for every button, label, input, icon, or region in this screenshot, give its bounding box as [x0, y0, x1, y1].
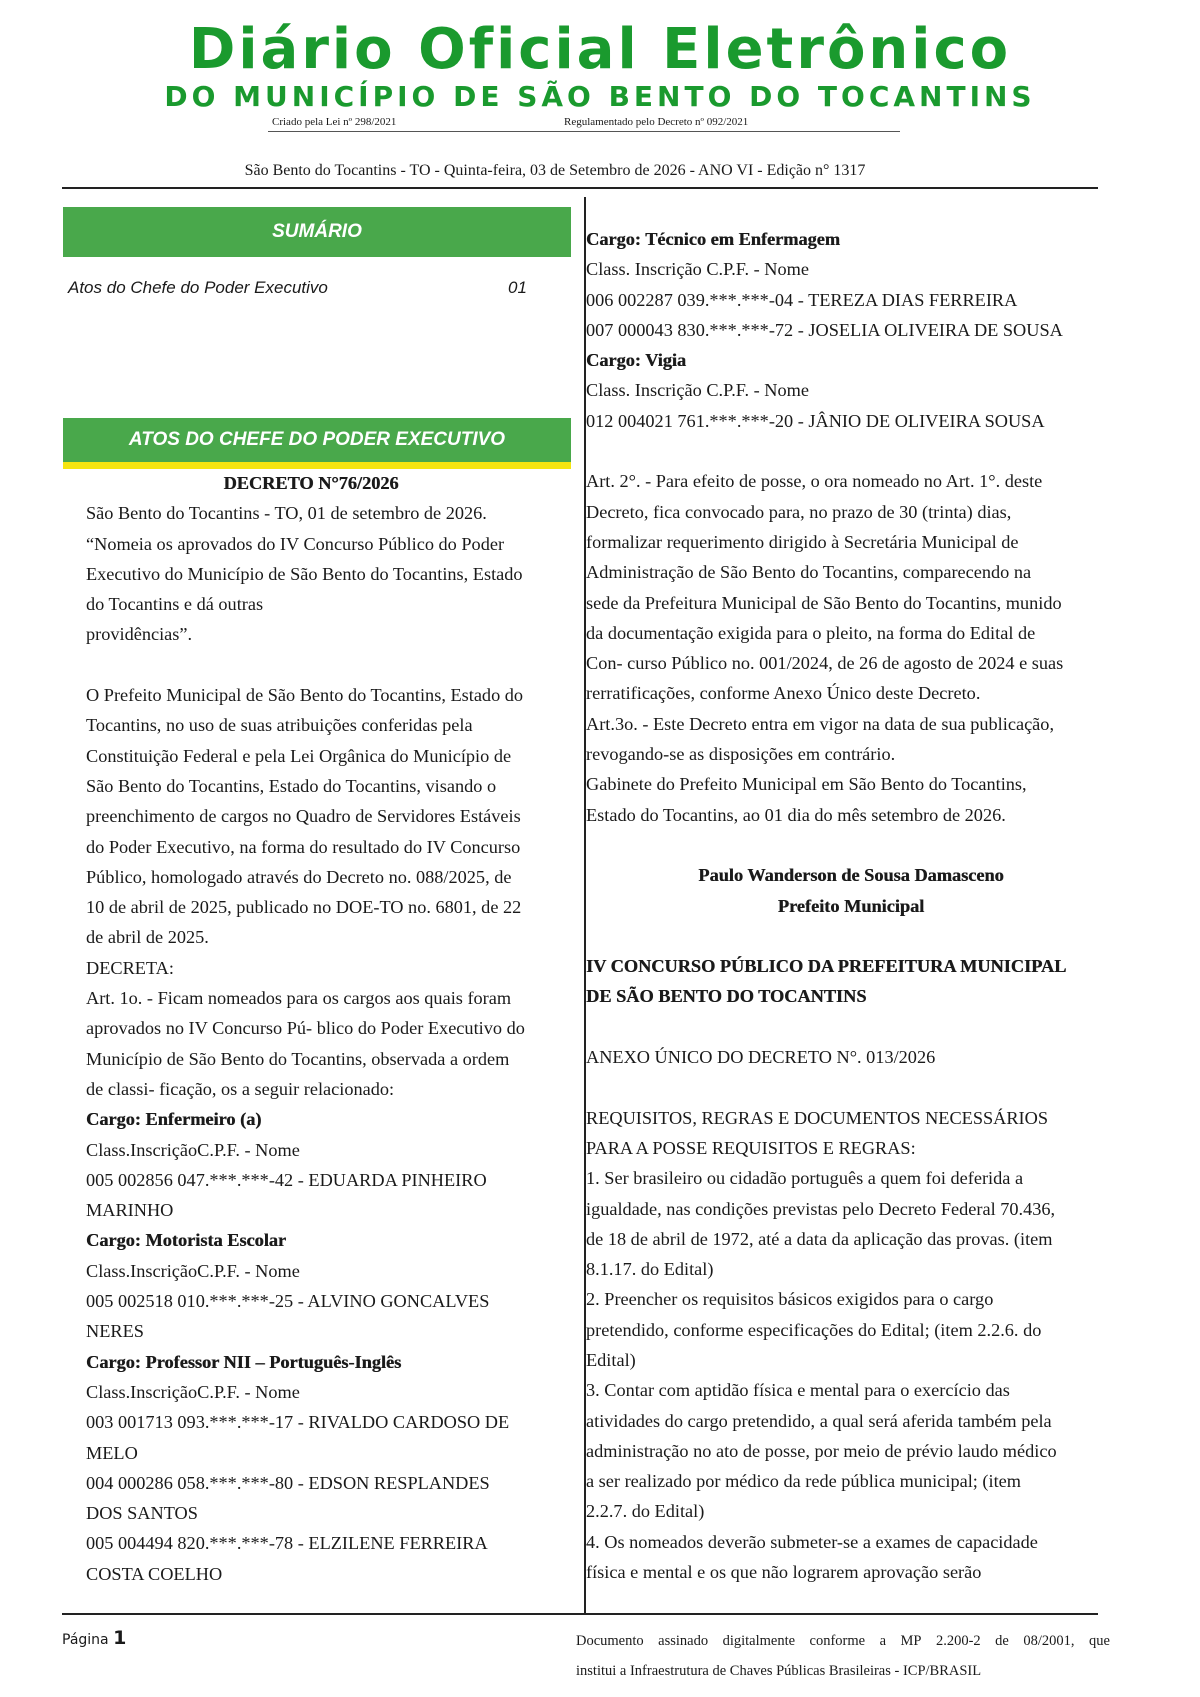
text-line: 2.2.7. do Edital) — [586, 1501, 705, 1522]
text-line: Class.InscriçãoC.P.F. - Nome — [86, 1260, 300, 1281]
text-line: Tocantins, no uso de suas atribuições conferidas pela — [86, 715, 473, 736]
signature-note-word: 08/2001, — [1023, 1633, 1075, 1649]
text-line: aprovados no IV Concurso Pú- blico do Poder Executivo do — [86, 1018, 525, 1039]
page-label: Página — [62, 1632, 109, 1648]
text-line: COSTA COELHO — [86, 1563, 223, 1584]
text-line: Art.3o. - Este Decreto entra em vigor na data de sua publicação, — [586, 713, 1055, 734]
section-label: Cargo: Enfermeiro (a) — [86, 1109, 262, 1130]
page-indicator — [62, 1627, 126, 1649]
section-label: Cargo: Técnico em Enfermagem — [586, 229, 841, 249]
text-line: MARINHO — [86, 1200, 174, 1221]
header-divider — [62, 187, 1098, 189]
text-line: providências”. — [86, 624, 193, 645]
text-line: 10 de abril de 2025, publicado no DOE-TO no. 6801, de 22 — [86, 897, 522, 918]
text-line: do Poder Executivo, na forma do resultado do IV Concurso — [86, 836, 521, 857]
left-column — [86, 468, 576, 1589]
text-line: de classi- ficação, os a seguir relacionado: — [86, 1078, 395, 1099]
blank-line — [586, 921, 1116, 951]
regulation-decree: Regulamentado pelo Decreto nº 092/2021 — [564, 116, 749, 128]
legal-basis-row — [268, 116, 900, 132]
section-label: Cargo: Vigia — [586, 350, 687, 371]
section-label: Cargo: Motorista Escolar — [86, 1230, 287, 1251]
text-line: Class. Inscrição C.P.F. - Nome — [586, 380, 809, 401]
section-label: Paulo Wanderson de Sousa Damasceno — [698, 865, 1004, 886]
text-line: Gabinete do Prefeito Municipal em São Bento do Tocantins, — [586, 774, 1027, 795]
blank-line — [586, 1072, 1116, 1102]
signature-note-word: a — [879, 1633, 887, 1649]
blank-line — [586, 1012, 1116, 1042]
text-line: rerratificações, conforme Anexo Único deste Decreto. — [586, 683, 981, 704]
blank-line — [586, 436, 1116, 466]
signature-note-line-1 — [576, 1626, 1110, 1656]
signature-note-word: assinado — [658, 1633, 709, 1649]
text-line: Estado do Tocantins, ao 01 dia do mês setembro de 2026. — [586, 804, 1006, 825]
text-line: atividades do cargo pretendido, a qual será aferida também pela — [586, 1410, 1052, 1431]
text-line: 3. Contar com aptidão física e mental para o exercício das — [586, 1380, 1010, 1401]
text-line: Público, homologado através do Decreto no. 088/2025, de — [86, 866, 512, 887]
text-line: Município de São Bento do Tocantins, observada a ordem — [86, 1048, 510, 1069]
text-line: 1. Ser brasileiro ou cidadão português a quem foi deferida a — [586, 1168, 1024, 1189]
text-line: preenchimento de cargos no Quadro de Servidores Estáveis — [86, 806, 521, 827]
text-line: Administração de São Bento do Tocantins, comparecendo na — [586, 562, 1032, 583]
text-line: ANEXO ÚNICO DO DECRETO N°. 013/2026 — [586, 1047, 936, 1068]
signature-note-line-2: institui a Infraestrutura de Chaves Públicas Brasileiras - ICP/BRASIL — [576, 1663, 982, 1679]
journal-title: Diário Oficial Eletrônico — [188, 17, 1012, 82]
section-label: IV CONCURSO PÚBLICO DA PREFEITURA MUNICIPAL — [586, 956, 1067, 977]
sumario-entry-label: Atos do Chefe do Poder Executivo — [68, 278, 328, 297]
digital-signature-note — [576, 1626, 1110, 1686]
text-line: 004 000286 058.***.***-80 - EDSON RESPLANDES — [86, 1472, 490, 1493]
text-line: 005 002856 047.***.***-42 - EDUARDA PINHEIRO — [86, 1169, 487, 1190]
text-line: Art. 2°. - Para efeito de posse, o ora nomeado no Art. 1°. deste — [586, 471, 1043, 492]
text-line: 003 001713 093.***.***-17 - RIVALDO CARDOSO DE — [86, 1412, 510, 1433]
creation-law: Criado pela Lei nº 298/2021 — [272, 116, 397, 128]
text-line: a ser realizado por médico da rede pública municipal; (item — [586, 1471, 1022, 1492]
section-label: Cargo: Professor NII – Português-Inglês — [86, 1351, 402, 1372]
signature-note-word: MP — [900, 1633, 922, 1649]
text-line: administração no ato de posse, por meio de prévio laudo médico — [586, 1440, 1057, 1461]
footer-divider — [62, 1613, 1098, 1615]
decree-title: DECRETO N°76/2026 — [223, 473, 399, 493]
section-heading: ATOS DO CHEFE DO PODER EXECUTIVO — [63, 418, 571, 462]
text-line: “Nomeia os aprovados do IV Concurso Público do Poder — [86, 533, 505, 554]
signature-note-word: que — [1088, 1633, 1110, 1649]
text-line: São Bento do Tocantins, Estado do Tocantins, visando o — [86, 775, 497, 796]
text-line: PARA A POSSE REQUISITOS E REGRAS: — [586, 1137, 916, 1158]
text-line: Decreto, fica convocado para, no prazo de 30 (trinta) dias, — [586, 501, 1012, 522]
text-line: Art. 1o. - Ficam nomeados para os cargos aos quais foram — [86, 988, 512, 1009]
text-line: REQUISITOS, REGRAS E DOCUMENTOS NECESSÁRIOS — [586, 1107, 1049, 1128]
text-line: Class. Inscrição C.P.F. - Nome — [586, 259, 809, 280]
masthead — [0, 18, 1200, 112]
text-line: 8.1.17. do Edital) — [586, 1259, 714, 1280]
signature-note-word: Documento — [576, 1633, 644, 1649]
text-line: física e mental e os que não lograrem aprovação serão — [586, 1562, 982, 1583]
text-line: DOS SANTOS — [86, 1503, 198, 1524]
text-line: de 18 de abril de 1972, até a data da aplicação das provas. (item — [586, 1228, 1053, 1249]
text-line: Class.InscriçãoC.P.F. - Nome — [86, 1381, 300, 1402]
page-number: 1 — [113, 1627, 127, 1649]
text-line: Edital) — [586, 1349, 636, 1370]
text-line: pretendido, conforme especificações do Edital; (item 2.2.6. do — [586, 1319, 1042, 1340]
text-line: Class.InscriçãoC.P.F. - Nome — [86, 1139, 300, 1160]
signature-note-word: conforme — [809, 1633, 866, 1649]
text-line: São Bento do Tocantins - TO, 01 de setembro de 2026. — [86, 503, 487, 524]
text-line: formalizar requerimento dirigido à Secretária Municipal de — [586, 531, 1019, 552]
sumario-entry-page: 01 — [508, 278, 527, 297]
right-column — [586, 224, 1116, 1587]
journal-subtitle: DO MUNICÍPIO DE SÃO BENTO DO TOCANTINS — [164, 80, 1036, 113]
text-line: O Prefeito Municipal de São Bento do Tocantins, Estado do — [86, 685, 524, 706]
text-line: da documentação exigida para o pleito, na forma do Edital de — [586, 622, 1036, 643]
text-line: 005 004494 820.***.***-78 - ELZILENE FERREIRA — [86, 1533, 488, 1554]
signature-note-word: digitalmente — [722, 1633, 796, 1649]
text-line: 006 002287 039.***.***-04 - TEREZA DIAS FERREIRA — [586, 289, 1018, 310]
edition-line: São Bento do Tocantins - TO - Quinta-feira, 03 de Setembro de 2026 - ANO VI - Edição n° 1317 — [244, 162, 866, 179]
text-line: do Tocantins e dá outras — [86, 594, 264, 615]
left-column-body — [86, 498, 576, 1589]
text-line: 005 002518 010.***.***-25 - ALVINO GONCALVES — [86, 1291, 490, 1312]
sumario-heading: SUMÁRIO — [63, 207, 571, 257]
text-line: 2. Preencher os requisitos básicos exigidos para o cargo — [586, 1289, 994, 1310]
text-line: igualdade, nas condições previstas pelo Decreto Federal 70.436, — [586, 1198, 1056, 1219]
blank-line — [86, 650, 576, 680]
text-line: revogando-se as disposições em contrário. — [586, 744, 896, 765]
text-line: NERES — [86, 1321, 144, 1342]
text-line: MELO — [86, 1442, 138, 1463]
text-line: Constituição Federal e pela Lei Orgânica do Município de — [86, 745, 512, 766]
text-line: Con- curso Público no. 001/2024, de 26 de agosto de 2024 e suas — [586, 653, 1064, 674]
text-line: Executivo do Município de São Bento do Tocantins, Estado — [86, 563, 523, 584]
signature-note-word: de — [995, 1633, 1009, 1649]
text-line: 4. Os nomeados deverão submeter-se a exames de capacidade — [586, 1531, 1038, 1552]
text-line: 012 004021 761.***.***-20 - JÂNIO DE OLIVEIRA SOUSA — [586, 410, 1045, 431]
sumario-entry[interactable] — [68, 278, 538, 298]
section-label: DE SÃO BENTO DO TOCANTINS — [586, 986, 867, 1007]
text-line: 007 000043 830.***.***-72 - JOSELIA OLIVEIRA DE SOUSA — [586, 319, 1063, 340]
blank-line — [586, 830, 1116, 860]
text-line: DECRETA: — [86, 957, 174, 978]
signature-note-word: 2.200-2 — [935, 1633, 981, 1649]
text-line: sede da Prefeitura Municipal de São Bento do Tocantins, munido — [586, 592, 1062, 613]
text-line: de abril de 2025. — [86, 927, 209, 948]
section-label: Prefeito Municipal — [777, 895, 925, 916]
